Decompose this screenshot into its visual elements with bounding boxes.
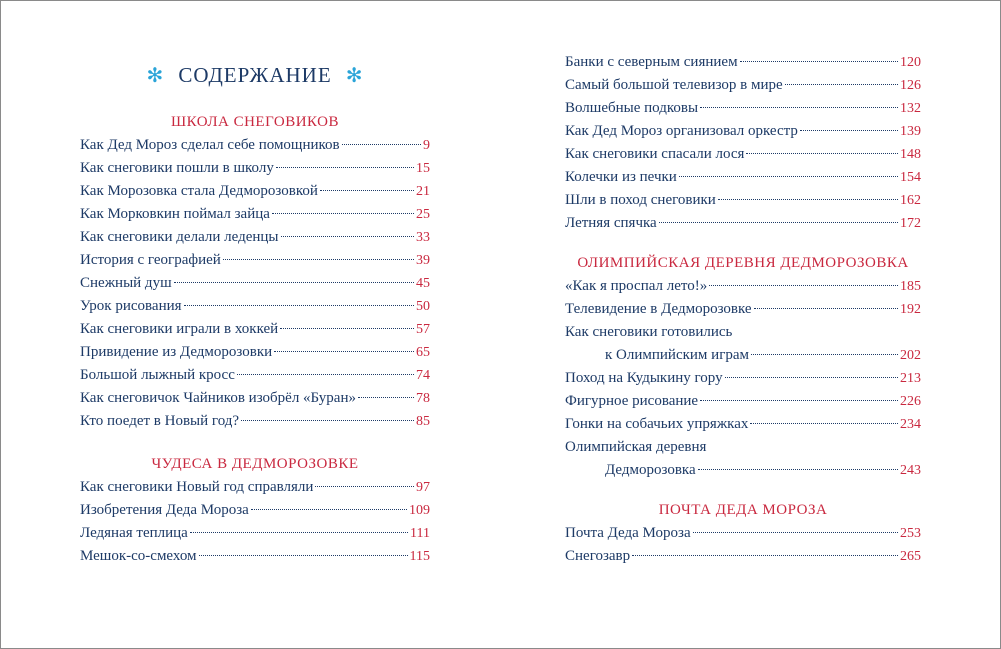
toc-entry[interactable] [80, 364, 430, 387]
entry-title: Изобретения Деда Мороза [80, 502, 249, 518]
page-number: 57 [416, 322, 430, 337]
toc-entry[interactable] [565, 459, 921, 482]
right-column-section-4 [565, 499, 921, 568]
dot-leader [632, 555, 898, 556]
toc-entry[interactable] [80, 180, 430, 203]
page-number: 115 [409, 549, 430, 564]
left-column-section-2 [80, 453, 430, 568]
page-number: 15 [416, 161, 430, 176]
toc-entry[interactable] [80, 249, 430, 272]
toc-entry[interactable] [80, 226, 430, 249]
dot-leader [740, 61, 898, 62]
toc-entry[interactable] [565, 522, 921, 545]
section-heading: ШКОЛА СНЕГОВИКОВ [170, 114, 340, 130]
page-number: 78 [416, 391, 430, 406]
toc-entry[interactable] [80, 318, 430, 341]
entry-title: Как снеговики готовились [565, 324, 733, 340]
page-number: 45 [416, 276, 430, 291]
entry-title: Гонки на собачьих упряжках [565, 416, 749, 432]
dot-leader [272, 213, 414, 214]
toc-entry-line[interactable] [565, 321, 921, 344]
page-number: 226 [900, 394, 921, 409]
toc-entry[interactable] [565, 390, 921, 413]
dot-leader [785, 84, 898, 85]
page-number: 162 [900, 193, 921, 208]
entry-title: Как снеговики Новый год справляли [80, 479, 314, 495]
dot-leader [281, 236, 415, 237]
toc-entry[interactable] [80, 499, 430, 522]
section-heading: ПОЧТА ДЕДА МОРОЗА [658, 502, 828, 518]
toc-entry[interactable] [80, 295, 430, 318]
page-number: 234 [900, 417, 921, 432]
page-number: 25 [416, 207, 430, 222]
toc-entry[interactable] [565, 344, 921, 367]
page-number: 185 [900, 279, 921, 294]
dot-leader [342, 144, 421, 145]
dot-leader [693, 532, 898, 533]
contents-title [80, 63, 430, 88]
dot-leader [251, 509, 407, 510]
toc-entry[interactable] [565, 143, 921, 166]
dot-leader [659, 222, 898, 223]
dot-leader [315, 486, 414, 487]
page-number: 126 [900, 78, 921, 93]
dot-leader [709, 285, 898, 286]
dot-leader [750, 423, 898, 424]
page-number: 154 [900, 170, 921, 185]
page-number: 85 [416, 414, 430, 429]
snowflake-icon: ✻ [345, 65, 364, 87]
dot-leader [237, 374, 414, 375]
entry-title: Фигурное рисование [565, 393, 699, 409]
toc-entry[interactable] [565, 545, 921, 568]
page-number: 243 [900, 463, 921, 478]
toc-entry-line[interactable] [565, 436, 921, 459]
toc-entry[interactable] [565, 212, 921, 235]
dot-leader [358, 397, 414, 398]
entry-title: Как Дед Мороз сделал себе помощников [80, 137, 340, 153]
entry-title: Банки с северным сиянием [565, 54, 738, 70]
toc-entry[interactable] [80, 134, 430, 157]
entry-title-continued: Дедморозовка [605, 462, 696, 478]
left-column-section-1 [80, 111, 430, 433]
page-number: 253 [900, 526, 921, 541]
toc-entry[interactable] [565, 51, 921, 74]
toc-entry[interactable] [565, 166, 921, 189]
dot-leader [223, 259, 414, 260]
snowflake-icon: ✻ [146, 65, 165, 87]
page-number: 148 [900, 147, 921, 162]
section-heading: ЧУДЕСА В ДЕДМОРОЗОВКЕ [151, 456, 359, 472]
page-number: 139 [900, 124, 921, 139]
toc-entry[interactable] [565, 120, 921, 143]
page-number: 9 [423, 138, 430, 153]
toc-entry[interactable] [80, 387, 430, 410]
entry-title: Телевидение в Дедморозовке [565, 301, 752, 317]
dot-leader [320, 190, 414, 191]
toc-entry[interactable] [565, 367, 921, 390]
toc-entry[interactable] [80, 522, 430, 545]
entry-title-continued: к Олимпийским играм [605, 347, 750, 363]
dot-leader [190, 532, 408, 533]
page-number: 21 [416, 184, 430, 199]
entry-title: Большой лыжный кросс [80, 367, 235, 383]
entry-title: Как Морковкин поймал зайца [80, 206, 270, 222]
dot-leader [184, 305, 414, 306]
dot-leader [274, 351, 414, 352]
entry-title: История с географией [80, 252, 221, 268]
toc-entry[interactable] [565, 189, 921, 212]
dot-leader [698, 469, 898, 470]
dot-leader [700, 107, 898, 108]
section-heading: ОЛИМПИЙСКАЯ ДЕРЕВНЯ ДЕДМОРОЗОВКА [577, 255, 909, 271]
entry-title: Как снеговичок Чайников изобрёл «Буран» [80, 390, 356, 406]
dot-leader [725, 377, 898, 378]
entry-title: Шли в поход снеговики [565, 192, 716, 208]
entry-title: Летняя спячка [565, 215, 657, 231]
entry-title: Снежный душ [80, 275, 172, 291]
entry-title: Как снеговики играли в хоккей [80, 321, 279, 337]
contents-heading: СОДЕРЖАНИЕ [178, 63, 332, 87]
entry-title: Как снеговики спасали лося [565, 146, 745, 162]
toc-entry[interactable] [80, 341, 430, 364]
dot-leader [199, 555, 408, 556]
right-column-section-3 [565, 252, 921, 482]
entry-title: Как снеговики делали леденцы [80, 229, 279, 245]
page-number: 65 [416, 345, 430, 360]
entry-title: Олимпийская деревня [565, 439, 707, 455]
toc-entry[interactable] [565, 97, 921, 120]
entry-title: Кто поедет в Новый год? [80, 413, 240, 429]
page-number: 172 [900, 216, 921, 231]
toc-entry[interactable] [565, 275, 921, 298]
dot-leader [241, 420, 414, 421]
entry-title: Колечки из печки [565, 169, 677, 185]
page-number: 39 [416, 253, 430, 268]
entry-title: Как Морозовка стала Дедморозовкой [80, 183, 318, 199]
page-number: 120 [900, 55, 921, 70]
entry-title: Как Дед Мороз организовал оркестр [565, 123, 798, 139]
dot-leader [718, 199, 898, 200]
toc-entry[interactable] [80, 476, 430, 499]
page-number: 50 [416, 299, 430, 314]
entry-title: Самый большой телевизор в мире [565, 77, 783, 93]
entry-title: Почта Деда Мороза [565, 525, 691, 541]
page-number: 213 [900, 371, 921, 386]
toc-entry[interactable] [80, 272, 430, 295]
page-number: 192 [900, 302, 921, 317]
toc-entry[interactable] [565, 413, 921, 436]
dot-leader [700, 400, 898, 401]
dot-leader [800, 130, 898, 131]
toc-entry[interactable] [80, 410, 430, 433]
entry-title: Ледяная теплица [80, 525, 188, 541]
toc-entry[interactable] [80, 157, 430, 180]
dot-leader [679, 176, 898, 177]
toc-entry[interactable] [80, 203, 430, 226]
entry-title: Мешок-со-смехом [80, 548, 197, 564]
page-number: 109 [409, 503, 430, 518]
page-number: 111 [410, 526, 430, 541]
dot-leader [754, 308, 898, 309]
dot-leader [751, 354, 898, 355]
page-number: 265 [900, 549, 921, 564]
dot-leader [174, 282, 414, 283]
dot-leader [746, 153, 898, 154]
dot-leader [280, 328, 414, 329]
entry-title: Поход на Кудыкину гору [565, 370, 723, 386]
page-number: 97 [416, 480, 430, 495]
page-number: 33 [416, 230, 430, 245]
page-number: 74 [416, 368, 430, 383]
page-number: 202 [900, 348, 921, 363]
toc-entry[interactable] [565, 74, 921, 97]
entry-title: Урок рисования [80, 298, 182, 314]
entry-title: Волшебные подковы [565, 100, 699, 116]
toc-entry[interactable] [565, 298, 921, 321]
entry-title: Как снеговики пошли в школу [80, 160, 274, 176]
dot-leader [276, 167, 414, 168]
entry-title: «Как я проспал лето!» [565, 278, 708, 294]
entry-title: Снегозавр [565, 548, 631, 564]
entry-title: Привидение из Дедморозовки [80, 344, 273, 360]
toc-entry[interactable] [80, 545, 430, 568]
page-number: 132 [900, 101, 921, 116]
right-column-continued [565, 51, 921, 235]
